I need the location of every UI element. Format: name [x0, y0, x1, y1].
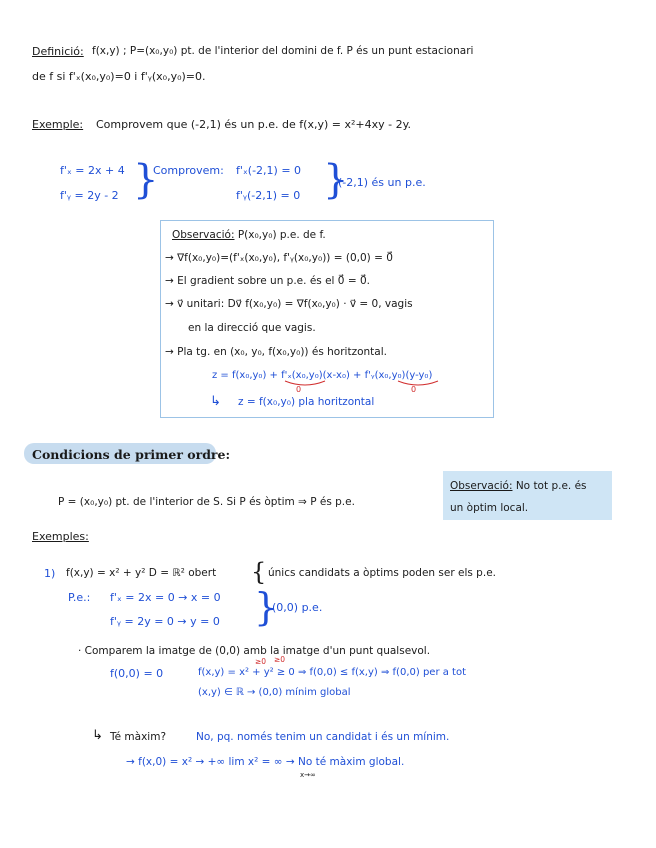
item-brace: {: [251, 558, 267, 586]
observation-2-line-1: [450, 481, 587, 492]
section-heading: Condicions de primer ordre:: [32, 447, 231, 462]
brace-left: }: [133, 157, 159, 203]
obs-line-plane-eq: z = f(x₀,y₀) + f'ₓ(x₀,y₀)(x-x₀) + f'ᵧ(x₀,y₀)(y-y₀): [212, 370, 433, 381]
item-function: f(x,y) = x² + y² D = ℝ² obert: [66, 567, 217, 579]
obs-line-directional: → v⃗ unitari: Dv⃗ f(x₀,y₀) = ∇f(x₀,y₀) · v⃗ = 0, vagis: [165, 298, 413, 310]
partial-x: f'ₓ = 2x + 4: [60, 164, 125, 177]
ge-zero-mark-2: ≥0: [274, 655, 286, 664]
examples-label: Exemples:: [32, 530, 89, 543]
observation-title-rest: P(x₀,y₀) p.e. de f.: [237, 229, 326, 241]
check-y: f'ᵧ(-2,1) = 0: [236, 189, 301, 202]
observation-title-label: Observació:: [172, 229, 235, 241]
underbrace-2: [398, 381, 438, 385]
definition-line-2: de f si f'ₓ(x₀,y₀)=0 i f'ᵧ(x₀,y₀)=0.: [32, 70, 206, 83]
compare-line: · Comparem la imatge de (0,0) amb la imatge d'un punt qualsevol.: [78, 645, 431, 657]
pe-fy: f'ᵧ = 2y = 0 → y = 0: [110, 615, 220, 628]
hook-arrow-icon-2: ↳: [92, 728, 103, 743]
limit-subscript: x→∞: [300, 771, 316, 779]
zero-mark-2: 0: [411, 385, 417, 394]
check-conclusion: (-2,1) és un p.e.: [338, 176, 426, 189]
definition-line-1: f(x,y) ; P=(x₀,y₀) pt. de l'interior del domini de f. P és un punt estacionari: [92, 45, 474, 57]
obs-line-gradient: → ∇f(x₀,y₀)=(f'ₓ(x₀,y₀), f'ᵧ(x₀,y₀)) = (0,0) = 0⃗: [165, 252, 393, 264]
hook-arrow-icon: ↳: [210, 394, 221, 409]
zero-mark-1: 0: [296, 385, 302, 394]
pe-label: P.e.:: [68, 591, 91, 604]
item-number: 1): [44, 567, 56, 580]
definition-label: Definició:: [32, 45, 84, 58]
observation-2-text-1: No tot p.e. és: [515, 480, 587, 492]
check-x: f'ₓ(-2,1) = 0: [236, 164, 302, 177]
partial-y: f'ᵧ = 2y - 2: [60, 189, 119, 202]
item-candidates: únics candidats a òptims poden ser els p.e.: [268, 567, 496, 579]
observation-2-line-2: un òptim local.: [450, 502, 529, 514]
brace-right: }: [323, 157, 349, 203]
observation-2-title: Observació:: [450, 480, 513, 492]
obs-line-direction: en la direcció que vagis.: [188, 322, 316, 334]
pe-brace: }: [254, 585, 279, 629]
f00-value: f(0,0) = 0: [110, 667, 164, 680]
theorem-text: P = (x₀,y₀) pt. de l'interior de S. Si P és òptim ⇒ P és p.e.: [58, 496, 355, 508]
global-min-line: (x,y) ∈ ℝ → (0,0) mínim global: [198, 687, 351, 698]
inequality-line: f(x,y) = x² + y² ≥ 0 ⇒ f(0,0) ≤ f(x,y) ⇒ f(0,0) per a tot: [198, 667, 466, 678]
pe-fx: f'ₓ = 2x = 0 → x = 0: [110, 591, 221, 604]
max-question: Té màxim?: [110, 731, 167, 743]
limit-line: → f(x,0) = x² → +∞ lim x² = ∞ → No té màxim global.: [126, 756, 405, 768]
underbrace-1: [285, 381, 325, 385]
pe-result: (0,0) p.e.: [272, 601, 323, 614]
ge-zero-mark-1: ≥0: [255, 657, 267, 666]
example-label: Exemple:: [32, 118, 84, 131]
obs-line-horizontal: z = f(x₀,y₀) pla horitzontal: [238, 396, 375, 408]
comprovem-label: Comprovem:: [153, 164, 224, 177]
obs-line-tangent-plane: → Pla tg. en (x₀, y₀, f(x₀,y₀)) és horitzontal.: [165, 346, 387, 358]
max-answer: No, pq. només tenim un candidat i és un mínim.: [196, 731, 450, 743]
obs-line-gradient-zero: → El gradient sobre un p.e. és el 0⃗ = 0⃗.: [165, 275, 370, 287]
example-text: Comprovem que (-2,1) és un p.e. de f(x,y) = x²+4xy - 2y.: [96, 118, 412, 131]
